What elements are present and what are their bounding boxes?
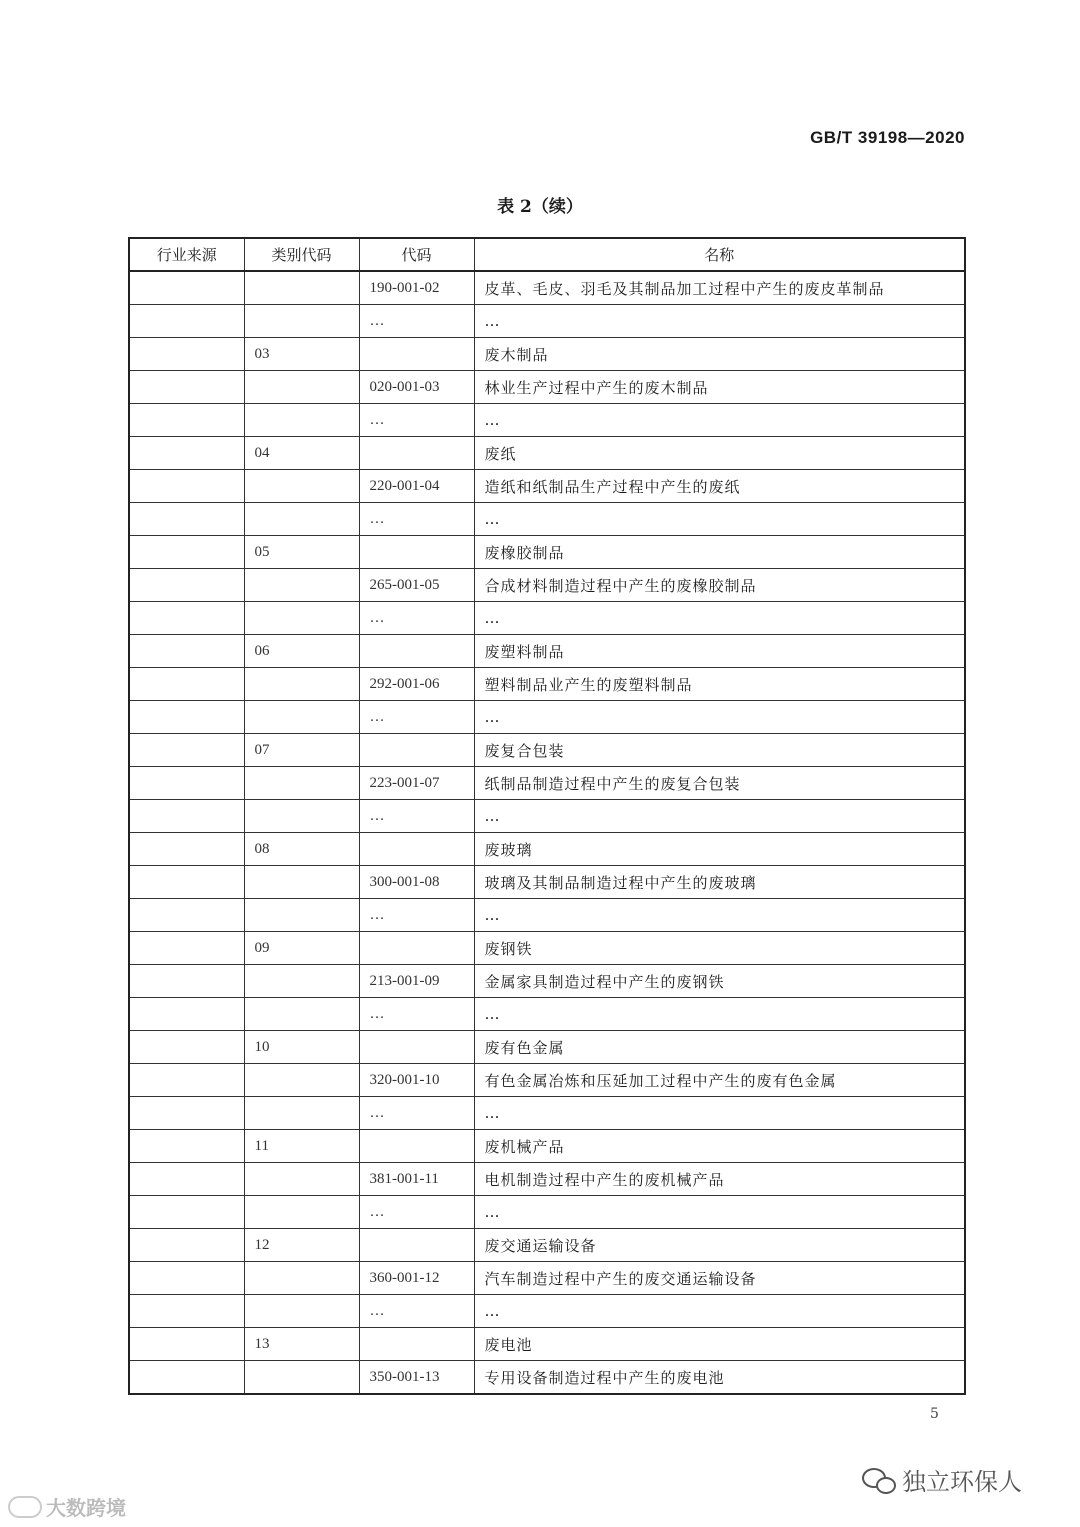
cell-source [129, 536, 244, 569]
table-row [129, 866, 965, 899]
column-header-name: 名称 [474, 238, 965, 271]
cell-source [129, 635, 244, 668]
cell-source [129, 734, 244, 767]
table-row [129, 271, 965, 305]
table-row [129, 965, 965, 998]
cell-category [244, 899, 359, 932]
cell-name: 林业生产过程中产生的废木制品 [474, 371, 965, 404]
cell-name: 专用设备制造过程中产生的废电池 [474, 1361, 965, 1395]
cell-code: 220-001-04 [359, 470, 474, 503]
cell-name: … [474, 998, 965, 1031]
page-number: 5 [930, 1406, 939, 1422]
cell-code [359, 833, 474, 866]
cell-source [129, 668, 244, 701]
cell-category [244, 1064, 359, 1097]
cell-name: 废电池 [474, 1328, 965, 1361]
cell-category [244, 998, 359, 1031]
table-title: 表 2（续） [497, 197, 583, 217]
watermark-right [862, 1462, 1022, 1497]
cell-source [129, 1295, 244, 1328]
cell-category [244, 1097, 359, 1130]
cell-source [129, 1031, 244, 1064]
column-header-category: 类别代码 [244, 238, 359, 271]
cell-source [129, 371, 244, 404]
table-row [129, 899, 965, 932]
cell-source [129, 1229, 244, 1262]
cell-code: … [359, 1196, 474, 1229]
cell-source [129, 1196, 244, 1229]
table-row [129, 668, 965, 701]
cell-category [244, 404, 359, 437]
cell-code [359, 1130, 474, 1163]
cell-code [359, 1229, 474, 1262]
table-row [129, 998, 965, 1031]
standard-code: GB/T 39198—2020 [810, 128, 965, 147]
column-header-code: 代码 [359, 238, 474, 271]
cell-category: 09 [244, 932, 359, 965]
cell-code: 360-001-12 [359, 1262, 474, 1295]
cell-source [129, 503, 244, 536]
cell-name: 有色金属冶炼和压延加工过程中产生的废有色金属 [474, 1064, 965, 1097]
cell-category [244, 271, 359, 305]
table-row [129, 602, 965, 635]
table-row [129, 1163, 965, 1196]
cell-code [359, 1328, 474, 1361]
watermark-right-text: 独立环保人 [902, 1468, 1022, 1496]
cell-code: … [359, 998, 474, 1031]
cell-source [129, 305, 244, 338]
table-row [129, 1196, 965, 1229]
cell-category [244, 371, 359, 404]
table-row [129, 305, 965, 338]
cell-category [244, 800, 359, 833]
logo-icon [8, 1496, 42, 1518]
cell-name: 合成材料制造过程中产生的废橡胶制品 [474, 569, 965, 602]
cell-code: … [359, 701, 474, 734]
watermark-left-text: 大数跨境 [46, 1496, 126, 1520]
cell-category: 04 [244, 437, 359, 470]
cell-category: 07 [244, 734, 359, 767]
table-row [129, 437, 965, 470]
cell-code: 223-001-07 [359, 767, 474, 800]
cell-source [129, 899, 244, 932]
cell-code: 292-001-06 [359, 668, 474, 701]
cell-source [129, 1328, 244, 1361]
table-row [129, 932, 965, 965]
cell-category [244, 701, 359, 734]
cell-source [129, 932, 244, 965]
cell-category: 06 [244, 635, 359, 668]
cell-name: … [474, 602, 965, 635]
table-row [129, 470, 965, 503]
table-row [129, 734, 965, 767]
cell-category [244, 569, 359, 602]
cell-source [129, 404, 244, 437]
cell-code: 381-001-11 [359, 1163, 474, 1196]
cell-code [359, 734, 474, 767]
cell-name: 废木制品 [474, 338, 965, 371]
cell-source [129, 998, 244, 1031]
table-row [129, 767, 965, 800]
cell-code: 300-001-08 [359, 866, 474, 899]
cell-name: … [474, 899, 965, 932]
table-row [129, 1361, 965, 1395]
cell-category [244, 1262, 359, 1295]
cell-name: 废玻璃 [474, 833, 965, 866]
column-header-source: 行业来源 [129, 238, 244, 271]
table-row [129, 833, 965, 866]
cell-category [244, 602, 359, 635]
cell-source [129, 1064, 244, 1097]
cell-name: 纸制品制造过程中产生的废复合包装 [474, 767, 965, 800]
cell-source [129, 1262, 244, 1295]
cell-name: 废复合包装 [474, 734, 965, 767]
cell-category [244, 767, 359, 800]
cell-name: 废橡胶制品 [474, 536, 965, 569]
cell-name: 废有色金属 [474, 1031, 965, 1064]
cell-category [244, 305, 359, 338]
cell-code: 265-001-05 [359, 569, 474, 602]
cell-name: … [474, 1097, 965, 1130]
table-header-row [129, 238, 965, 271]
cell-category: 13 [244, 1328, 359, 1361]
cell-name: … [474, 1196, 965, 1229]
cell-category: 08 [244, 833, 359, 866]
cell-code: … [359, 305, 474, 338]
table-body [129, 271, 965, 1394]
table-row [129, 1295, 965, 1328]
cell-code: … [359, 1295, 474, 1328]
cell-code: … [359, 503, 474, 536]
table-row [129, 338, 965, 371]
table-row [129, 371, 965, 404]
cell-name: … [474, 701, 965, 734]
cell-source [129, 1097, 244, 1130]
cell-source [129, 470, 244, 503]
table-row [129, 1097, 965, 1130]
cell-category [244, 1163, 359, 1196]
cell-code [359, 536, 474, 569]
cell-category [244, 1196, 359, 1229]
cell-source [129, 767, 244, 800]
cell-category: 11 [244, 1130, 359, 1163]
cell-source [129, 338, 244, 371]
cell-code [359, 338, 474, 371]
table-row [129, 1262, 965, 1295]
cell-category [244, 1295, 359, 1328]
watermark-left [8, 1492, 126, 1521]
cell-source [129, 866, 244, 899]
cell-code: 190-001-02 [359, 271, 474, 305]
cell-code [359, 1031, 474, 1064]
cell-name: … [474, 1295, 965, 1328]
cell-source [129, 1163, 244, 1196]
table-row [129, 1031, 965, 1064]
table-row [129, 1328, 965, 1361]
table-row [129, 1064, 965, 1097]
table-row [129, 701, 965, 734]
cell-source [129, 271, 244, 305]
cell-category [244, 965, 359, 998]
cell-code: 320-001-10 [359, 1064, 474, 1097]
cell-name: 金属家具制造过程中产生的废钢铁 [474, 965, 965, 998]
cell-source [129, 569, 244, 602]
cell-category [244, 866, 359, 899]
cell-name: 废塑料制品 [474, 635, 965, 668]
cell-code: … [359, 1097, 474, 1130]
cell-source [129, 833, 244, 866]
cell-category [244, 470, 359, 503]
cell-source [129, 965, 244, 998]
cell-code [359, 635, 474, 668]
cell-name: 塑料制品业产生的废塑料制品 [474, 668, 965, 701]
cell-name: 电机制造过程中产生的废机械产品 [474, 1163, 965, 1196]
cell-source [129, 701, 244, 734]
cell-name: … [474, 305, 965, 338]
cell-source [129, 437, 244, 470]
table-row [129, 569, 965, 602]
cell-name: 皮革、毛皮、羽毛及其制品加工过程中产生的废皮革制品 [474, 271, 965, 305]
cell-category [244, 668, 359, 701]
table-row [129, 1229, 965, 1262]
cell-name: 废纸 [474, 437, 965, 470]
table-row [129, 1130, 965, 1163]
cell-category: 05 [244, 536, 359, 569]
cell-category: 03 [244, 338, 359, 371]
cell-code: 213-001-09 [359, 965, 474, 998]
cell-source [129, 800, 244, 833]
cell-source [129, 1361, 244, 1395]
data-table [128, 237, 966, 1395]
cell-code [359, 932, 474, 965]
cell-category: 12 [244, 1229, 359, 1262]
cell-source [129, 1130, 244, 1163]
cell-name: 废钢铁 [474, 932, 965, 965]
cell-name: 造纸和纸制品生产过程中产生的废纸 [474, 470, 965, 503]
cell-name: … [474, 503, 965, 536]
cell-source [129, 602, 244, 635]
cell-code: 350-001-13 [359, 1361, 474, 1395]
table-row [129, 800, 965, 833]
table-row [129, 536, 965, 569]
cell-category [244, 503, 359, 536]
cell-code: 020-001-03 [359, 371, 474, 404]
cell-code: … [359, 800, 474, 833]
cell-category [244, 1361, 359, 1395]
table-row [129, 503, 965, 536]
cell-code [359, 437, 474, 470]
cell-name: … [474, 800, 965, 833]
wechat-icon [862, 1466, 896, 1494]
cell-name: 废交通运输设备 [474, 1229, 965, 1262]
cell-name: … [474, 404, 965, 437]
cell-code: … [359, 404, 474, 437]
table-row [129, 404, 965, 437]
table-row [129, 635, 965, 668]
cell-code: … [359, 602, 474, 635]
cell-category: 10 [244, 1031, 359, 1064]
cell-name: 废机械产品 [474, 1130, 965, 1163]
cell-code: … [359, 899, 474, 932]
cell-name: 汽车制造过程中产生的废交通运输设备 [474, 1262, 965, 1295]
cell-name: 玻璃及其制品制造过程中产生的废玻璃 [474, 866, 965, 899]
